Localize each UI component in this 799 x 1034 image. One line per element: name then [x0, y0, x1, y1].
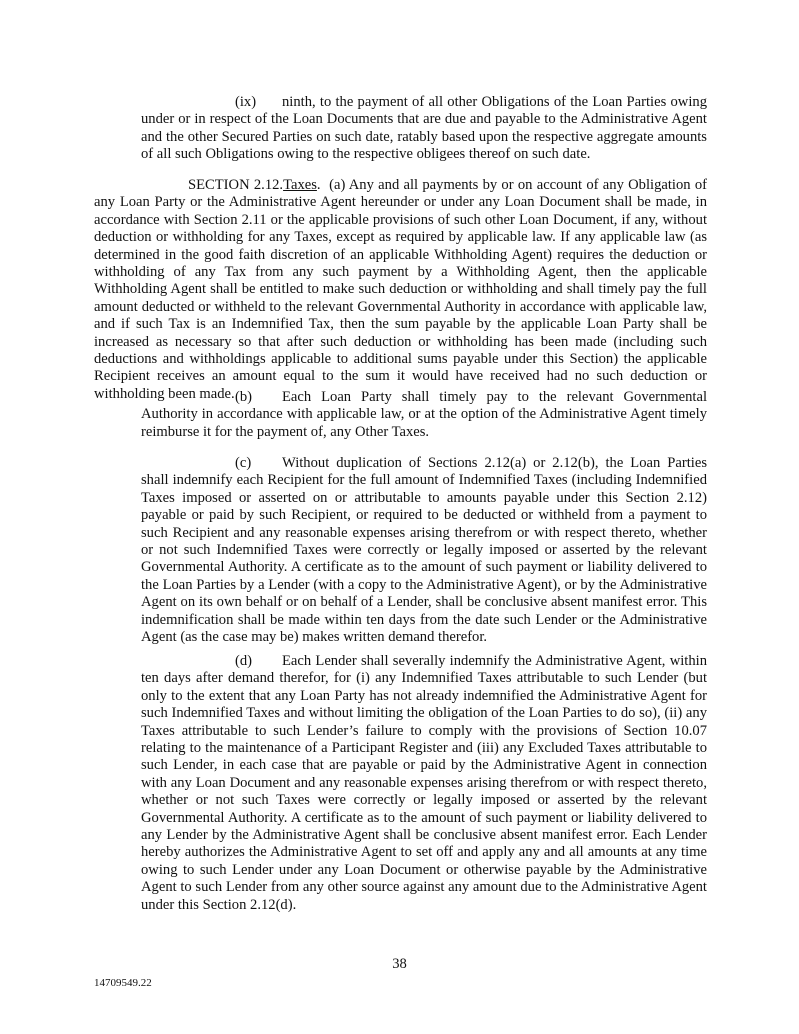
clause-b-paragraph [141, 389, 707, 441]
clause-ix-paragraph [141, 94, 707, 164]
clause-label: (c) [235, 455, 252, 471]
clause-label: (ix) [235, 94, 257, 110]
clause-text: Each Loan Party shall timely pay to the relevant Governmental Authority in accordance with applicable law, or at the option of the Administrative Agent timely reimburse it for the payment of, any Other Taxes. [141, 389, 707, 440]
section-number: SECTION 2.12. [188, 177, 284, 193]
section-title-punct: . [316, 177, 321, 193]
clause-d-paragraph [141, 653, 707, 914]
clause-c-paragraph [141, 455, 707, 646]
section-text: (a) Any and all payments by or on account of any Obligation of any Loan Party or the Administrative Agent hereunder or under any Loan Document shall be made, in accordance with Section 2.11 or the applicable provisions of such other Loan Document, if any, without deduction or withholding for any Taxes, except as required by applicable law. If any applicable law (as determined in the good faith discretion of an applicable Withholding Agent) requires the deduction or withholding of any Tax from any such payment by a Withholding Agent, then the applicable Withholding Agent shall be entitled to make such deduction or withholding and shall timely pay the full amount deducted or withheld to the relevant Governmental Authority in accordance with applicable law, and if such Tax is an Indemnified Tax, then the sum payable by the applicable Loan Party shall be increased as necessary so that after such deduction or withholding has been made (including such deductions and withholdings applicable to additional sums payable under this Section) the applicable Recipient receives an amount equal to the sum it would have received had no such deduction or withholding been made. [94, 177, 707, 402]
clause-text: ninth, to the payment of all other Obligations of the Loan Parties owing under or in respect of the Loan Documents that are due and payable to the Administrative Agent and the other Secured Parties on such date, ratably based upon the respective aggregate amounts of all such Obligations owing to the respective obligees thereof on such date. [141, 94, 707, 163]
clause-text: Without duplication of Sections 2.12(a) or 2.12(b), the Loan Parties shall indemnify each Recipient for the full amount of Indemnified Taxes (including Indemnified Taxes imposed or asserted on or attributable to amounts payable under this Section 2.12) payable or paid by such Recipient, or required to be deducted or withheld from a payment to such Recipient and any reasonable expenses arising therefrom or with respect thereto, whether or not such Indemnified Taxes were correctly or legally imposed or asserted by the relevant Governmental Authority. A certificate as to the amount of such payment or liability delivered to the Loan Parties by a Lender (with a copy to the Administrative Agent), or by the Administrative Agent on its own behalf or on behalf of a Lender, shall be conclusive absent manifest error. This indemnification shall be made within ten days from the date such Lender or the Administrative Agent (as the case may be) makes written demand therefor. [141, 455, 707, 646]
document-id: 14709549.22 [94, 977, 152, 989]
section-title: Taxes [283, 177, 317, 193]
clause-label: (b) [235, 389, 253, 405]
clause-text: Each Lender shall severally indemnify the Administrative Agent, within ten days after demand therefor, for (i) any Indemnified Taxes attributable to such Lender (but only to the extent that any Loan Party has not already indemnified the Administrative Agent for such Indemnified Taxes and without limiting the obligation of the Loan Parties to do so), (ii) any Taxes attributable to such Lender’s failure to comply with the provisions of Section 10.07 relating to the maintenance of a Participant Register and (iii) any Excluded Taxes attributable to such Lender, in each case that are payable or paid by the Administrative Agent in connection with any Loan Document and any reasonable expenses arising therefrom or with respect thereto, whether or not such Taxes were correctly or legally imposed or asserted by the relevant Governmental Authority. A certificate as to the amount of such payment or liability delivered to any Lender by the Administrative Agent shall be conclusive absent manifest error. Each Lender hereby authorizes the Administrative Agent to set off and apply any and all amounts at any time owing to such Lender under any Loan Document or otherwise payable by the Administrative Agent to such Lender from any other source against any amount due to the Administrative Agent under this Section 2.12(d). [141, 653, 707, 913]
page-number-text: 38 [392, 956, 407, 972]
section-2-12-paragraph [94, 177, 707, 403]
page-number [0, 956, 799, 973]
clause-label: (d) [235, 653, 253, 669]
